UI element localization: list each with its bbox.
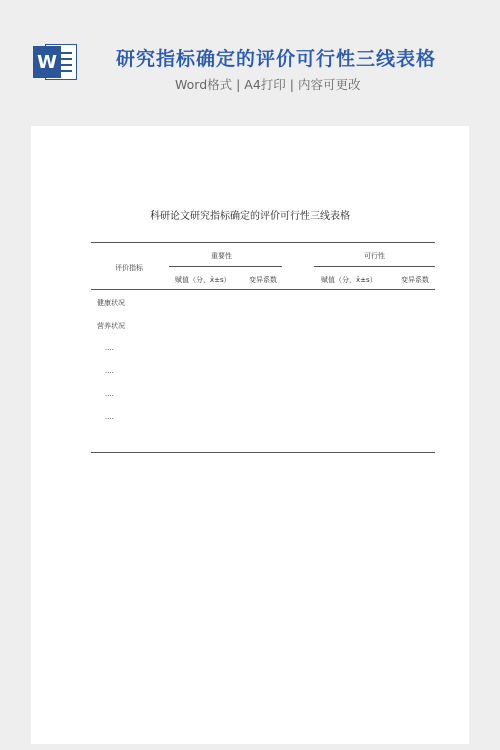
document-title: 科研论文研究指标确定的评价可行性三线表格 (150, 211, 350, 222)
page-subtitle: Word格式 | A4打印 | 内容可更改 (175, 77, 361, 92)
col-header-importance-score: 赋值（分，x̄±s） (175, 276, 231, 284)
group-rule-importance (169, 266, 282, 267)
table-top-rule (91, 242, 435, 243)
table-row: 健康状况 (97, 299, 125, 307)
word-icon (33, 42, 79, 82)
col-header-feasibility-score: 赋值（分，x̄±s） (321, 276, 377, 284)
col-header-importance-cv: 变异系数 (249, 276, 277, 284)
table-row: .... (105, 413, 114, 421)
table-row: .... (105, 367, 114, 375)
table-header-rule (91, 289, 435, 290)
group-rule-feasibility (314, 266, 435, 267)
row-header-label: 评价指标 (115, 264, 143, 272)
table-row: 营养状况 (97, 322, 125, 330)
table-row: .... (105, 390, 114, 398)
word-icon-badge: W (33, 46, 61, 78)
group-label-importance: 重要性 (211, 252, 232, 260)
group-label-feasibility: 可行性 (364, 252, 385, 260)
col-header-feasibility-cv: 变异系数 (401, 276, 429, 284)
page-title: 研究指标确定的评价可行性三线表格 (116, 48, 437, 70)
page-header (0, 0, 500, 125)
document-sheet (31, 126, 469, 744)
table-bottom-rule (91, 452, 435, 453)
table-row: .... (105, 344, 114, 352)
